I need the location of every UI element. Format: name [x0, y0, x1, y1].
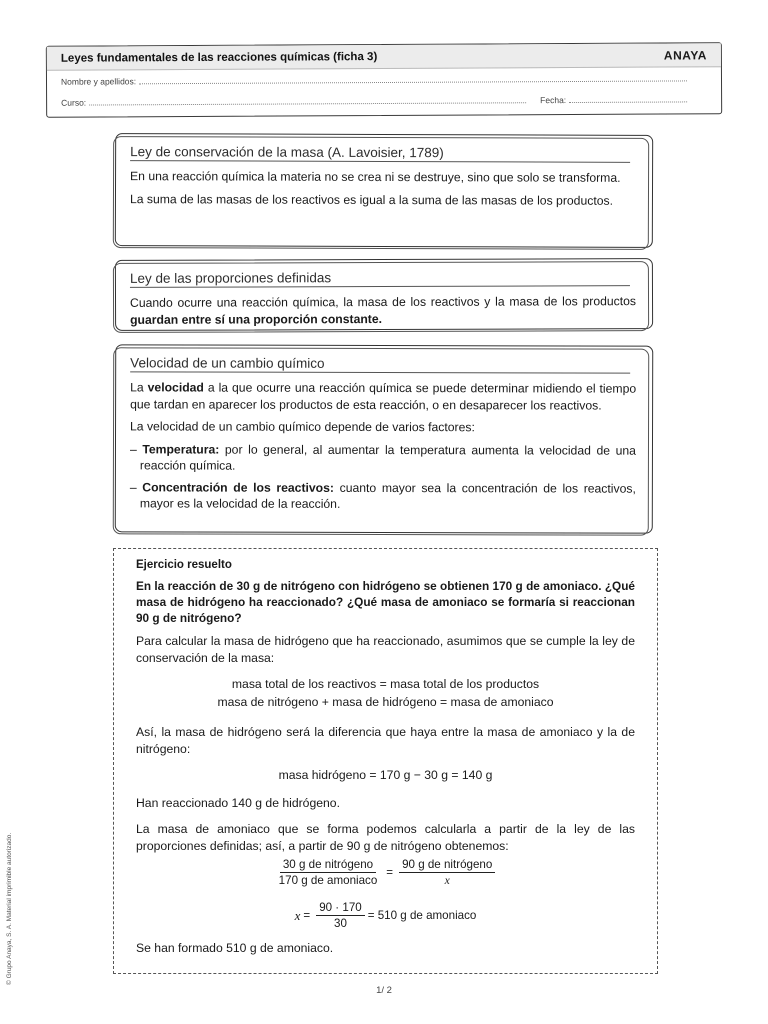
- list-dash: –: [129, 441, 143, 456]
- equation: masa hidrógeno = 170 g − 30 g = 140 g: [278, 768, 493, 782]
- course-label: Curso:: [61, 97, 87, 108]
- exercise-paragraph: La masa de amoniaco que se forma podemos calcularla a partir de la ley de las proporciones definidas; así, a partir de 90 g de nitrógeno obtenemos:: [136, 822, 635, 853]
- law-definite-proportions-card: [115, 258, 653, 331]
- variable-x: x: [294, 907, 301, 923]
- equals-sign: =: [386, 866, 394, 879]
- date-field[interactable]: [569, 94, 687, 103]
- variable-x: x: [444, 874, 450, 887]
- factor-term: Temperatura:: [142, 441, 220, 457]
- factors-list: [130, 441, 636, 513]
- equation: masa total de los reactivos = masa total de los productos: [231, 677, 540, 691]
- copyright-notice: © Grupo Anaya, S. A. Material imprimible autorizado.: [6, 832, 13, 985]
- card-title: Ley de las proporciones definidas: [130, 269, 630, 288]
- name-field[interactable]: [139, 73, 687, 84]
- card-title: Ley de conservación de la masa (A. Lavoisier, 1789): [130, 144, 630, 163]
- name-label: Nombre y apellidos:: [60, 76, 137, 87]
- exercise-statement: En la reacción de 30 g de nitrógeno con hidrógeno se obtienen 170 g de amoniaco. ¿Qué masa de hidrógeno ha reaccionado? ¿Qué masa de amoniaco se formaría si reaccionan 90 g de nitrógeno?: [136, 579, 635, 625]
- factor-term: Concentración de los reactivos:: [142, 479, 334, 495]
- header-title-bar: [47, 43, 721, 71]
- solved-exercise-box: [113, 548, 658, 974]
- exercise-paragraph: Han reaccionado 140 g de hidrógeno.: [136, 795, 340, 810]
- factor-text: por lo general, al aumentar la temperatura aumenta la velocidad de una reacción química.: [139, 442, 636, 473]
- factor-text: cuanto mayor sea la concentración de los reactivos, mayor es la velocidad de la reacción.: [139, 480, 636, 511]
- card-paragraph: La velocidad de un cambio químico depende de varios factores:: [130, 419, 475, 435]
- exercise-paragraph: Para calcular la masa de hidrógeno que ha reaccionado, asumimos que se cumple la ley de conservación de la masa:: [136, 634, 635, 665]
- worksheet-header: [46, 42, 722, 118]
- exercise-title: Ejercicio resuelto: [136, 559, 232, 571]
- text-run-bold: velocidad: [147, 380, 204, 395]
- course-field[interactable]: [89, 95, 526, 105]
- text-run: La: [130, 380, 148, 395]
- fraction-numerator: 90 · 170: [316, 901, 365, 916]
- equals-sign: =: [303, 909, 311, 922]
- fraction-numerator: 30 g de nitrógeno: [280, 858, 376, 873]
- date-label: Fecha:: [540, 95, 567, 106]
- card-paragraph: [130, 379, 636, 413]
- law-conservation-card: [115, 133, 653, 248]
- name-row: [61, 73, 691, 86]
- fraction-denominator: [442, 873, 453, 887]
- exercise-paragraph: Así, la masa de hidrógeno será la diferencia que haya entre la masa de amoniaco y la de nitrógeno:: [136, 725, 635, 756]
- exercise-paragraph: Se han formado 510 g de amoniaco.: [136, 941, 334, 955]
- reaction-rate-card: [115, 344, 653, 533]
- fraction-numerator: 90 g de nitrógeno: [399, 858, 495, 873]
- equation: masa de nitrógeno + masa de hidrógeno = masa de amoniaco: [217, 694, 554, 709]
- list-item: [130, 479, 636, 513]
- text-run: Cuando ocurre una reacción química, la masa de los reactivos y la masa de los productos: [130, 294, 637, 310]
- fraction: [276, 858, 381, 887]
- text-run-bold: guardan entre sí una proporción constante.: [130, 311, 383, 327]
- card-title: Velocidad de un cambio químico: [130, 355, 630, 373]
- text-run: a la que ocurre una reacción química se puede determinar midiendo el tiempo que tardan en aparecer los productos de esta reacción, o en desaparecer los reactivos.: [130, 380, 637, 413]
- card-paragraph: La suma de las masas de los reactivos es igual a la suma de las masas de los productos.: [129, 191, 614, 208]
- worksheet-title: Leyes fundamentales de las reacciones químicas (ficha 3): [60, 50, 378, 65]
- card-paragraph: [130, 293, 636, 328]
- calculation-equation: [136, 901, 635, 930]
- card-paragraph: En una reacción química la materia no se crea ni se destruye, sino que solo se transforma.: [130, 169, 621, 185]
- fraction: [316, 901, 365, 930]
- course-date-row: [61, 94, 691, 107]
- proportion-equation: [136, 858, 635, 887]
- fraction-denominator: 30: [334, 917, 347, 930]
- list-dash: –: [129, 479, 143, 494]
- equation-block: [136, 676, 635, 711]
- list-item: [130, 441, 636, 475]
- calculation-result: = 510 g de amoniaco: [367, 909, 477, 922]
- page-number: 1/ 2: [376, 985, 392, 996]
- fraction: [399, 858, 495, 887]
- publisher-logo: ANAYA: [663, 47, 707, 63]
- fraction-denominator: 170 g de amoniaco: [278, 874, 378, 887]
